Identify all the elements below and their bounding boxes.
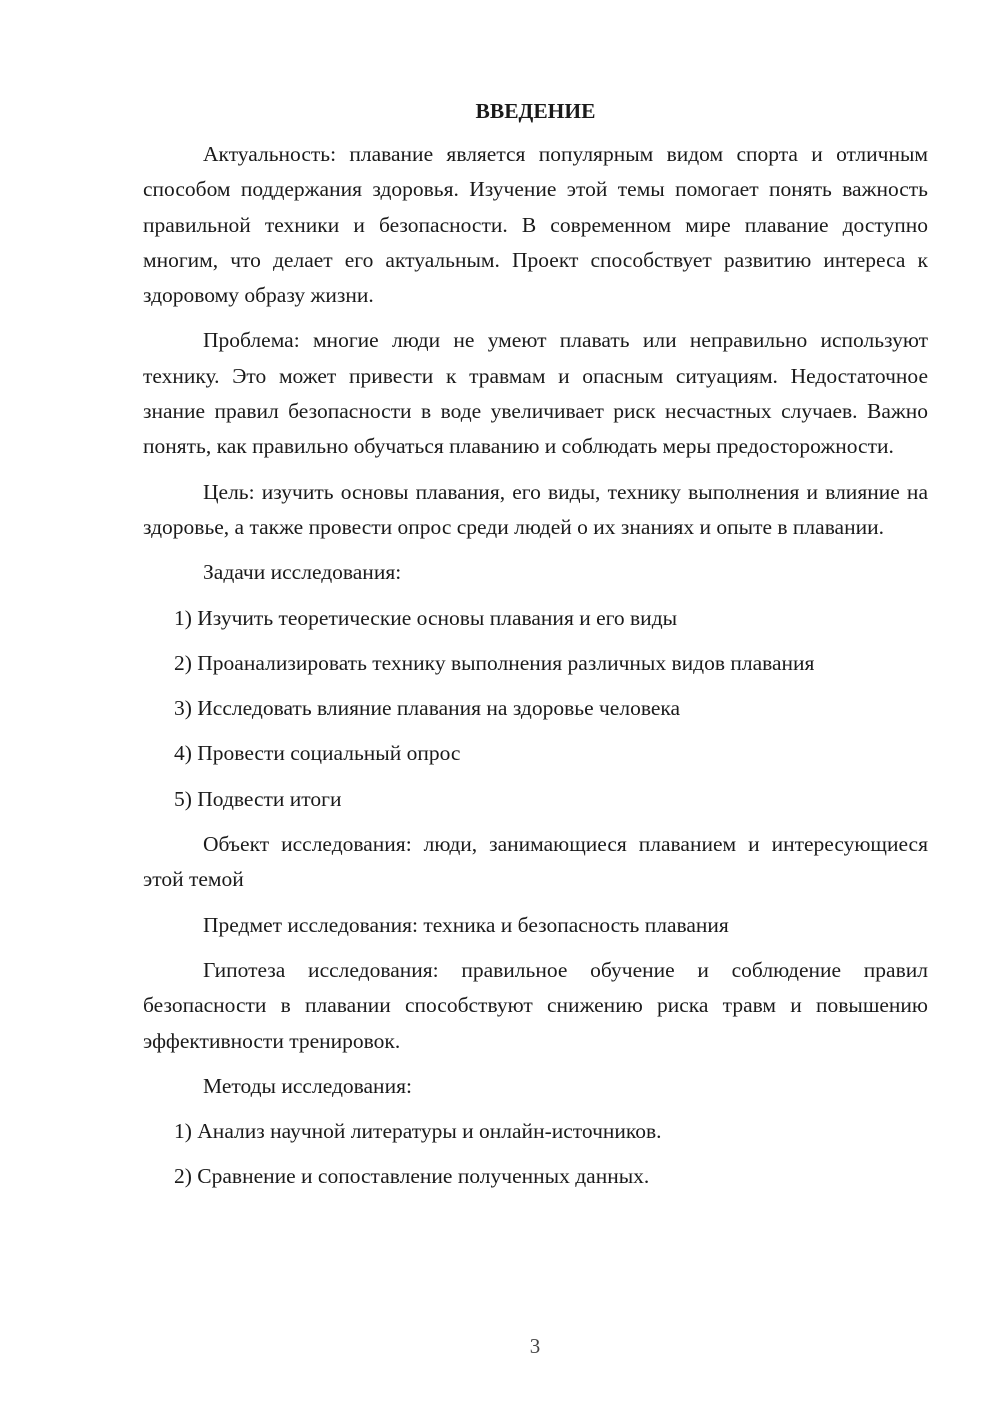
relevance-paragraph: Актуальность: плавание является популярным видом спорта и отличным способом поддержания здоровья. Изучение этой темы помогает понять важность правильной техники и безопасности. В современном мире плавание доступно многим, что делает его актуальным. Проект способствует развитию интереса к здоровому образу жизни. — [143, 142, 928, 308]
tasks-heading: Задачи исследования: — [203, 560, 402, 585]
subject-paragraph: Предмет исследования: техника и безопасность плавания — [203, 912, 729, 937]
method-item: 1) Анализ научной литературы и онлайн-источников. — [174, 1119, 662, 1144]
method-item: 2) Сравнение и сопоставление полученных данных. — [174, 1164, 650, 1189]
methods-list — [143, 1114, 928, 1195]
tasks-list — [143, 601, 928, 817]
task-item: 5) Подвести итоги — [174, 786, 342, 811]
task-item: 1) Изучить теоретические основы плавания и его виды — [174, 605, 678, 630]
task-item: 3) Исследовать влияние плавания на здоровье человека — [174, 696, 681, 721]
task-item: 2) Проанализировать технику выполнения различных видов плавания — [174, 650, 815, 675]
task-item: 4) Провести социальный опрос — [174, 741, 461, 766]
object-paragraph: Объект исследования: люди, занимающиеся плаванием и интересующиеся этой темой — [143, 832, 928, 892]
page-number: 3 — [529, 1334, 541, 1358]
goal-paragraph: Цель: изучить основы плавания, его виды, технику выполнения и влияние на здоровье, а также провести опрос среди людей о их знаниях и опыте в плавании. — [143, 479, 928, 539]
methods-heading: Методы исследования: — [203, 1073, 412, 1098]
section-title: ВВЕДЕНИЕ — [475, 99, 596, 123]
hypothesis-paragraph: Гипотеза исследования: правильное обучение и соблюдение правил безопасности в плавании способствуют снижению риска травм и повышению эффективности тренировок. — [143, 957, 928, 1053]
document-page — [143, 94, 928, 1205]
problem-paragraph: Проблема: многие люди не умеют плавать или неправильно используют технику. Это может привести к травмам и опасным ситуациям. Недостаточное знание правил безопасности в воде увеличивает риск несчастных случаев. Важно понять, как правильно обучаться плаванию и соблюдать меры предосторожности. — [143, 328, 928, 459]
